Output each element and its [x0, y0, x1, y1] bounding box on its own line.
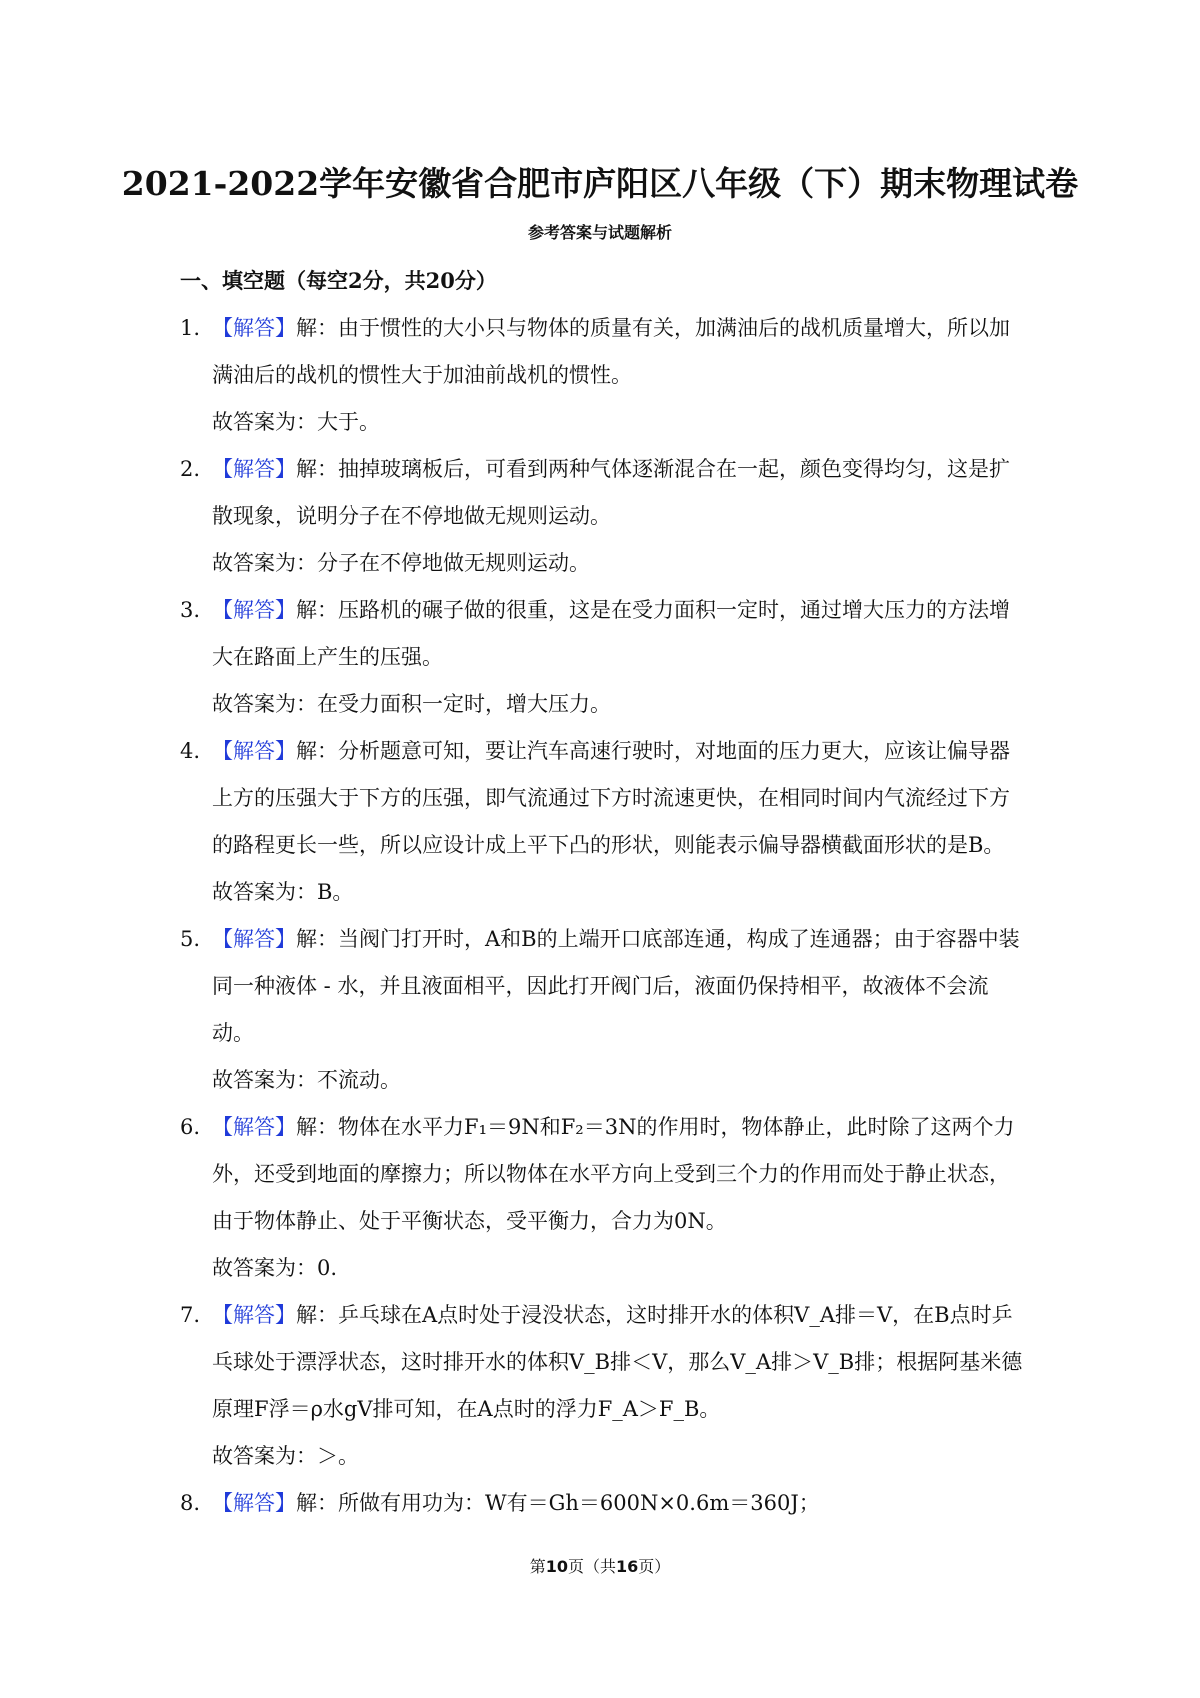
footer-suffix: 页） [638, 1557, 671, 1576]
answer-text: 解：物体在水平力F₁＝9N和F₂＝3N的作用时，物体静止，此时除了这两个力外，还受到地面的摩擦力；所以物体在水平方向上受到三个力的作用而处于静止状态，由于物体静止、处于平衡状态，受平衡力，合力为0N。 [212, 1115, 1015, 1233]
footer-total-pages: 16 [616, 1557, 639, 1576]
answer-item [180, 1104, 1025, 1245]
final-answer: 故答案为：B。 [212, 880, 354, 904]
answer-item [180, 1292, 1025, 1433]
page-title: 2021-2022学年安徽省合肥市庐阳区八年级（下）期末物理试卷 [121, 164, 1079, 203]
final-answer: 故答案为：在受力面积一定时，增大压力。 [212, 692, 611, 716]
answer-tag: 【解答】 [212, 927, 296, 951]
footer-prefix: 第 [529, 1557, 546, 1576]
answer-text: 解：所做有用功为：W有＝Gh＝600N×0.6m＝360J； [296, 1491, 820, 1515]
answer-tag: 【解答】 [212, 1115, 296, 1139]
footer-page-number: 10 [545, 1557, 568, 1576]
answer-text: 解：当阀门打开时，A和B的上端开口底部连通，构成了连通器；由于容器中装同一种液体 - 水，并且液面相平，因此打开阀门后，液面仍保持相平，故液体不会流动。 [212, 927, 1020, 1045]
answer-text: 解：抽掉玻璃板后，可看到两种气体逐渐混合在一起，颜色变得均匀，这是扩散现象，说明分子在不停地做无规则运动。 [212, 457, 1010, 528]
footer-mid: 页（共 [567, 1557, 616, 1576]
final-answer: 故答案为：大于。 [212, 410, 380, 434]
answer-tag: 【解答】 [212, 457, 296, 481]
answer-number: 6. [180, 1115, 201, 1139]
answer-text: 解：分析题意可知，要让汽车高速行驶时，对地面的压力更大，应该让偏导器上方的压强大于下方的压强，即气流通过下方时流速更快，在相同时间内气流经过下方的路程更长一些，所以应设计成上平下凸的形状，则能表示偏导器横截面形状的是B。 [212, 739, 1010, 857]
answer-number: 7. [180, 1303, 201, 1327]
answer-item [180, 305, 1025, 399]
answer-item [180, 446, 1025, 540]
final-answer: 故答案为：＞。 [212, 1444, 359, 1468]
answer-text: 解：由于惯性的大小只与物体的质量有关，加满油后的战机质量增大，所以加满油后的战机的惯性大于加油前战机的惯性。 [212, 316, 1010, 387]
answer-item [180, 916, 1025, 1057]
page-footer [0, 1554, 1200, 1577]
answer-item [180, 728, 1025, 869]
answer-tag: 【解答】 [212, 316, 296, 340]
section-heading: 一、填空题（每空2分，共20分） [180, 268, 497, 293]
answer-tag: 【解答】 [212, 739, 296, 763]
answer-tag: 【解答】 [212, 1491, 296, 1515]
answer-tag: 【解答】 [212, 1303, 296, 1327]
answer-number: 2. [180, 457, 201, 481]
answer-tag: 【解答】 [212, 598, 296, 622]
answer-list [180, 305, 1025, 1527]
answer-number: 8. [180, 1491, 201, 1515]
answer-number: 4. [180, 739, 201, 763]
answer-item [180, 1480, 1025, 1527]
page-subtitle: 参考答案与试题解析 [527, 223, 672, 242]
answer-number: 3. [180, 598, 201, 622]
answer-text: 解：压路机的碾子做的很重，这是在受力面积一定时，通过增大压力的方法增大在路面上产生的压强。 [212, 598, 1010, 669]
answer-text: 解：乒乓球在A点时处于浸没状态，这时排开水的体积V_A排＝V，在B点时乒乓球处于漂浮状态，这时排开水的体积V_B排＜V，那么V_A排＞V_B排；根据阿基米德原理F浮＝ρ水gV排可知，在A点时的浮力F_A＞F_B。 [212, 1303, 1023, 1421]
final-answer: 故答案为：分子在不停地做无规则运动。 [212, 551, 590, 575]
final-answer: 故答案为：不流动。 [212, 1068, 401, 1092]
answer-item [180, 587, 1025, 681]
answer-number: 5. [180, 927, 201, 951]
final-answer: 故答案为：0. [212, 1256, 338, 1280]
answer-number: 1. [180, 316, 201, 340]
